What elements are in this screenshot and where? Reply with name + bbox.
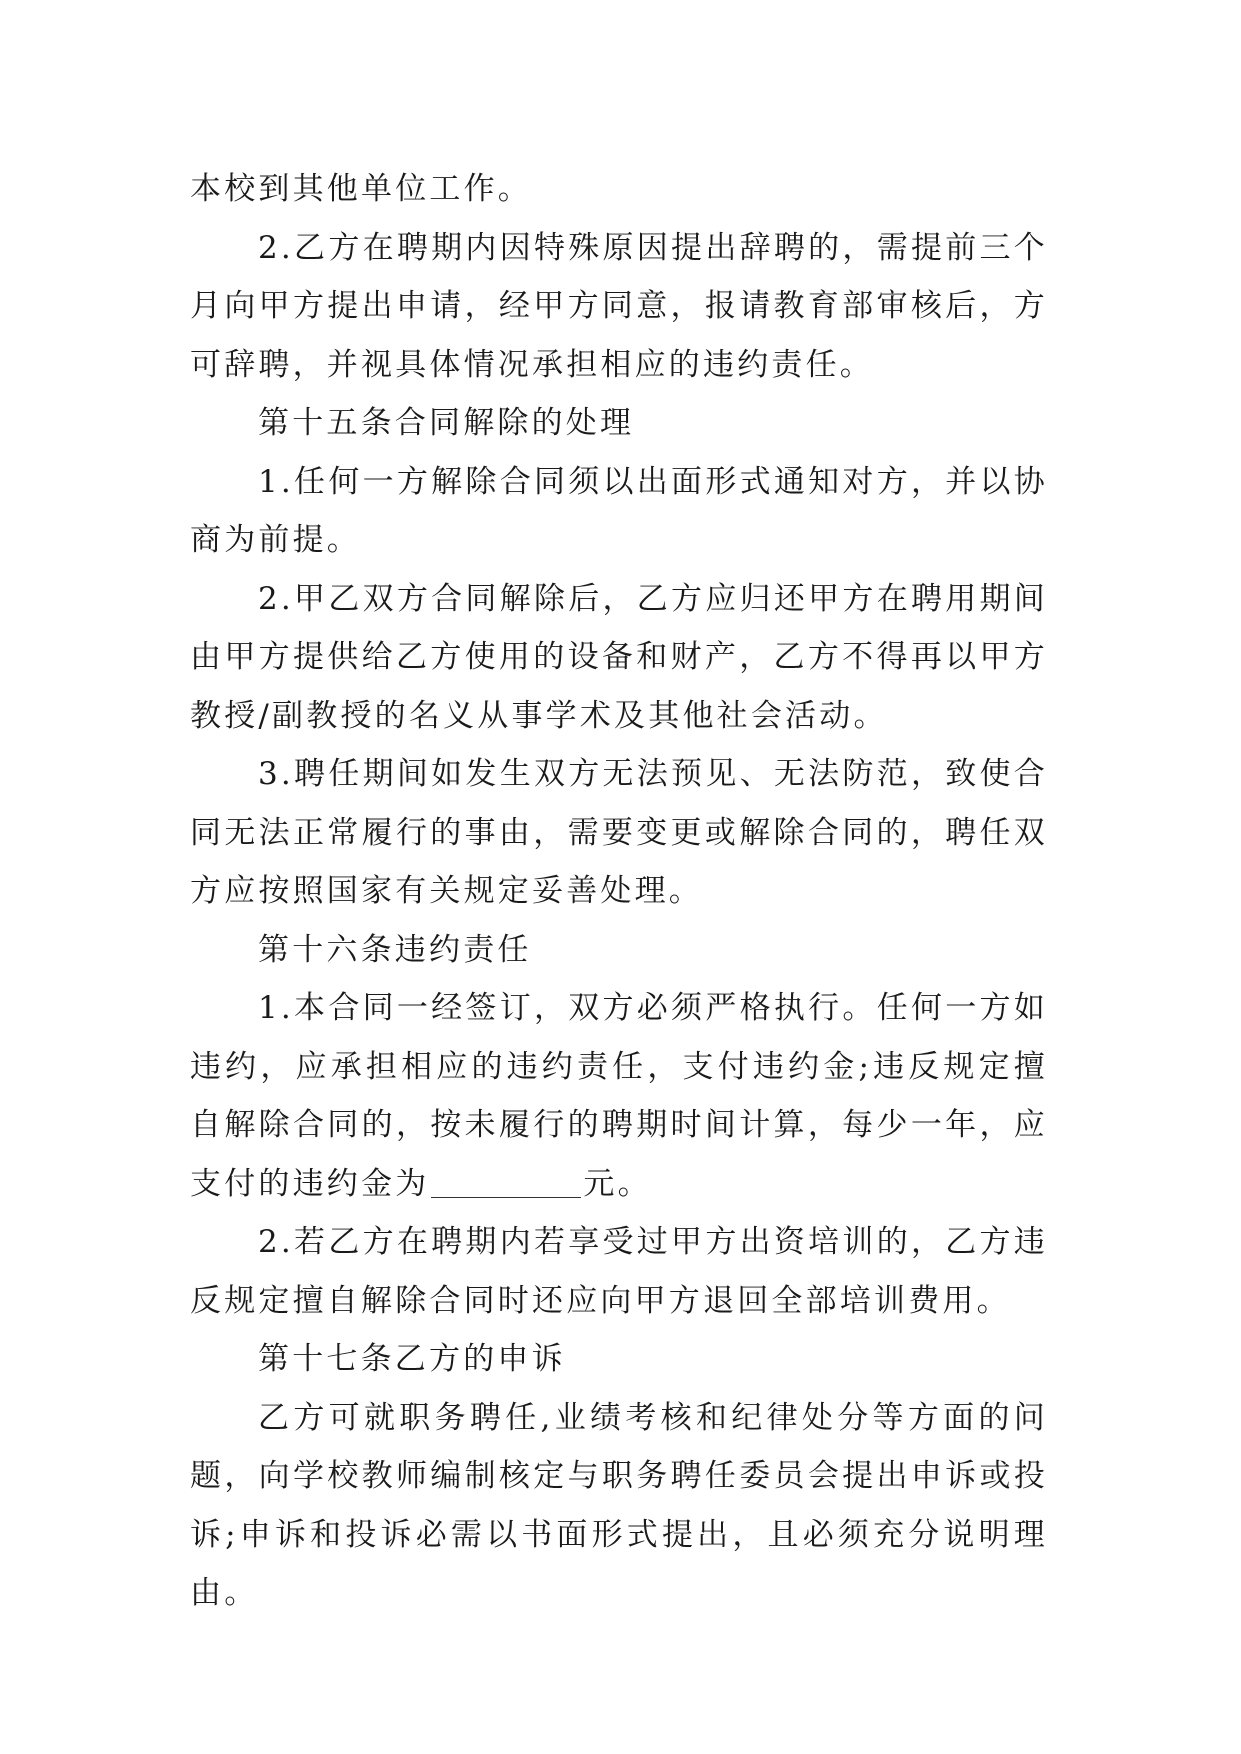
paragraph-penalty — [190, 979, 1048, 1213]
document-body — [190, 160, 1048, 1623]
penalty-text-before: 1.本合同一经签订，双方必须严格执行。任何一方如违约，应承担相应的违约责任，支付违约金;违反规定擅自解除合同的，按未履行的聘期时间计算，每少一年，应支付的违约金为 — [190, 990, 1048, 1202]
paragraph-force-majeure: 3.聘任期间如发生双方无法预见、无法防范，致使合同无法正常履行的事由，需要变更或解除合同的，聘任双方应按照国家有关规定妥善处理。 — [190, 756, 1048, 909]
section-heading-article-15: 第十五条合同解除的处理 — [258, 405, 635, 441]
section-heading-article-17: 第十七条乙方的申诉 — [258, 1341, 566, 1377]
paragraph-termination-notice: 1.任何一方解除合同须以出面形式通知对方，并以协商为前提。 — [190, 463, 1048, 558]
paragraph-training-refund: 2.若乙方在聘期内若享受过甲方出资培训的，乙方违反规定擅自解除合同时还应向甲方退回全部培训费用。 — [190, 1224, 1048, 1319]
penalty-amount-blank — [431, 1167, 581, 1198]
section-heading-article-16: 第十六条违约责任 — [258, 931, 532, 968]
paragraph-continuation: 本校到其他单位工作。 — [190, 171, 532, 207]
penalty-text-after: 元。 — [583, 1165, 652, 1202]
paragraph-appeal: 乙方可就职务聘任,业绩考核和纪律处分等方面的问题，向学校教师编制核定与职务聘任委员会提出申诉或投诉;申诉和投诉必需以书面形式提出，且必须充分说明理由。 — [190, 1399, 1048, 1611]
paragraph-resignation-clause: 2.乙方在聘期内因特殊原因提出辞聘的，需提前三个月向甲方提出申请，经甲方同意，报请教育部审核后，方可辞聘，并视具体情况承担相应的违约责任。 — [190, 229, 1048, 383]
paragraph-return-property: 2.甲乙双方合同解除后，乙方应归还甲方在聘用期间由甲方提供给乙方使用的设备和财产，乙方不得再以甲方教授/副教授的名义从事学术及其他社会活动。 — [190, 580, 1048, 734]
